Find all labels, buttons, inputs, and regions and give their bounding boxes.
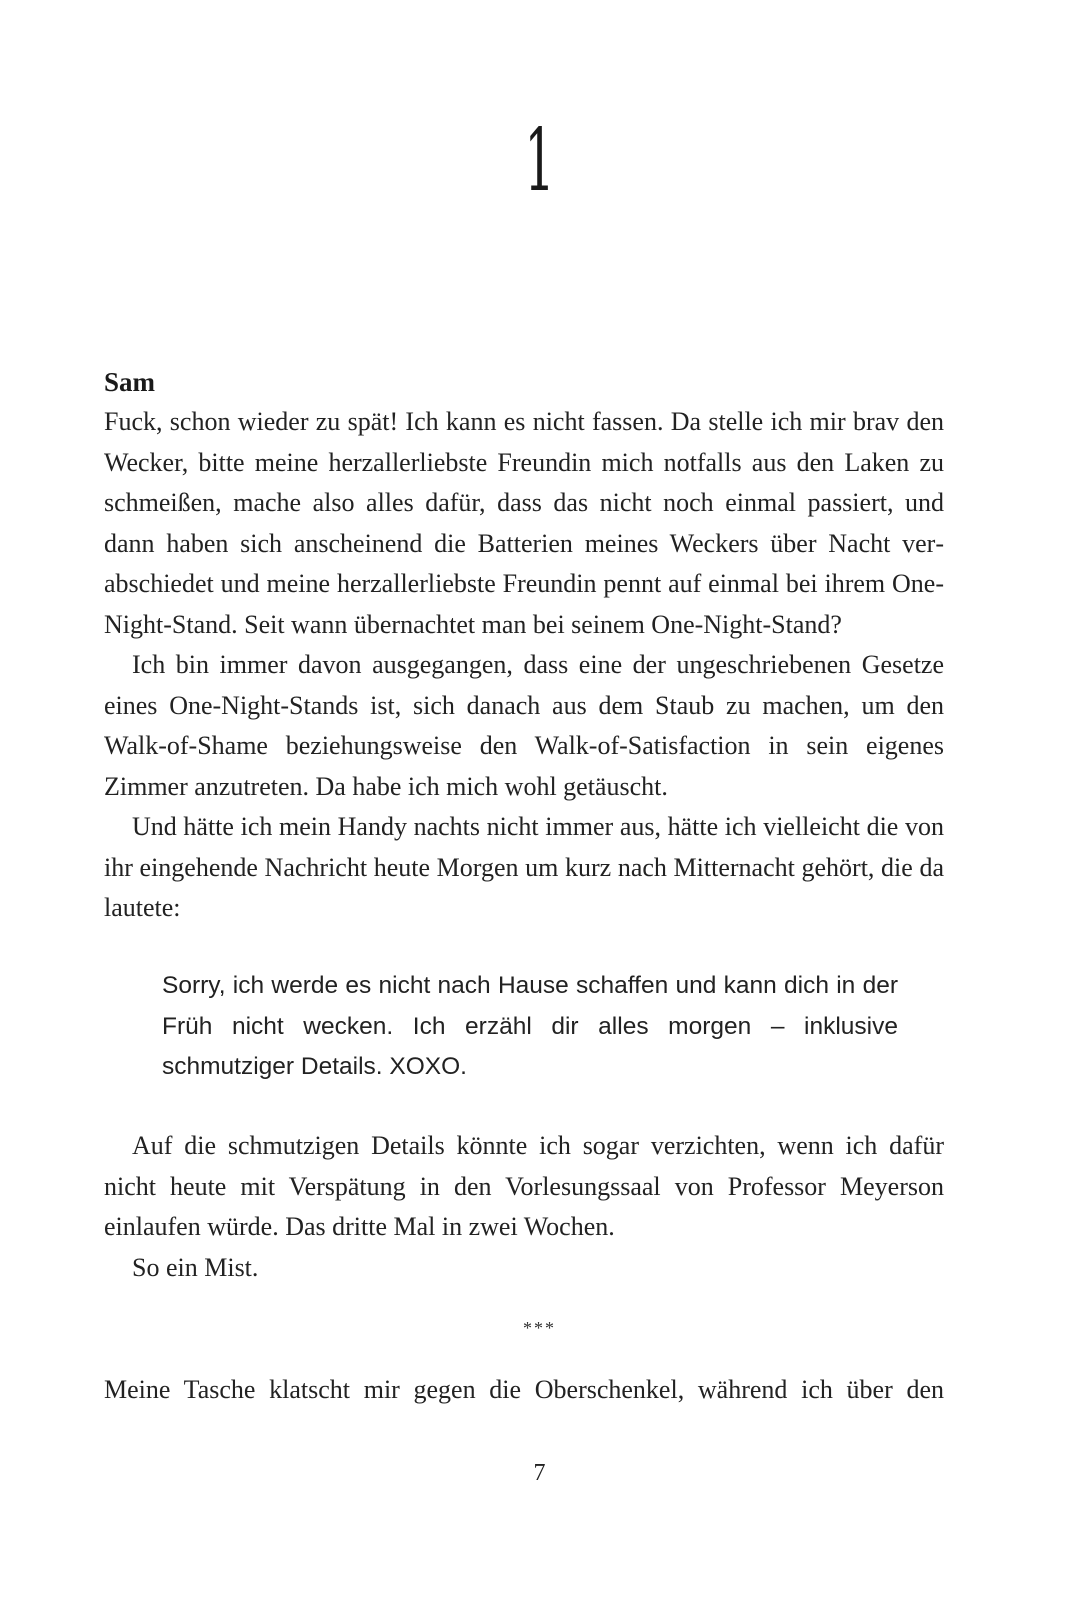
text-block-1 bbox=[104, 402, 944, 929]
paragraph-2: Ich bin immer davon ausgegangen, dass eine der ungeschriebenen Gesetze eines One-Night-Stands ist, sich danach aus dem Staub zu machen, um den Walk-of-Shame beziehungsweise den Walk-of-Satisfaction in sein eigenes Zimmer anzutreten. Da habe ich mich wohl getäuscht. bbox=[104, 650, 944, 801]
paragraph-1: Fuck, schon wieder zu spät! Ich kann es nicht fassen. Da stelle ich mir brav den Wecker, bitte meine herzallerliebste Freundin mich notfalls aus den Laken zu schmeißen, mache also alles dafür, dass das nicht noch einmal passiert, und dann haben sich anscheinend die Batterien meines Weckers über Nacht verabschiedet und meine herzallerliebste Freundin pennt auf einmal bei ihrem One-Night-Stand. Seit wann übernachtet man bei seinem One-Night-Stand? bbox=[104, 407, 944, 639]
text-block-3 bbox=[104, 1370, 944, 1411]
pov-character-name: Sam bbox=[104, 367, 156, 397]
paragraph-6: Meine Tasche klatscht mir gegen die Oberschenkel, während ich über den bbox=[104, 1375, 944, 1404]
paragraph-3: Und hätte ich mein Handy nachts nicht immer aus, hätte ich vielleicht die von ihr eingehende Nachricht heute Morgen um kurz nach Mitternacht gehört, die da lautete: bbox=[104, 812, 944, 922]
scene-separator: *** bbox=[523, 1318, 556, 1338]
chapter-number: 1 bbox=[524, 111, 555, 211]
paragraph-4: Auf die schmutzigen Details könnte ich sogar verzichten, wenn ich dafür nicht heute mit Verspätung in den Vorlesungssaal von Professor Meyerson einlaufen würde. Das dritte Mal in zwei Wochen. bbox=[104, 1131, 944, 1241]
text-message-quote: Sorry, ich werde es nicht nach Hause schaffen und kann dich in der Früh nicht wecken. Ich erzähl dir alles morgen – inklusive schmutziger Details. XOXO. bbox=[162, 972, 898, 1080]
text-block-2 bbox=[104, 1126, 944, 1288]
paragraph-5: So ein Mist. bbox=[132, 1252, 259, 1282]
page-number: 7 bbox=[533, 1460, 546, 1486]
